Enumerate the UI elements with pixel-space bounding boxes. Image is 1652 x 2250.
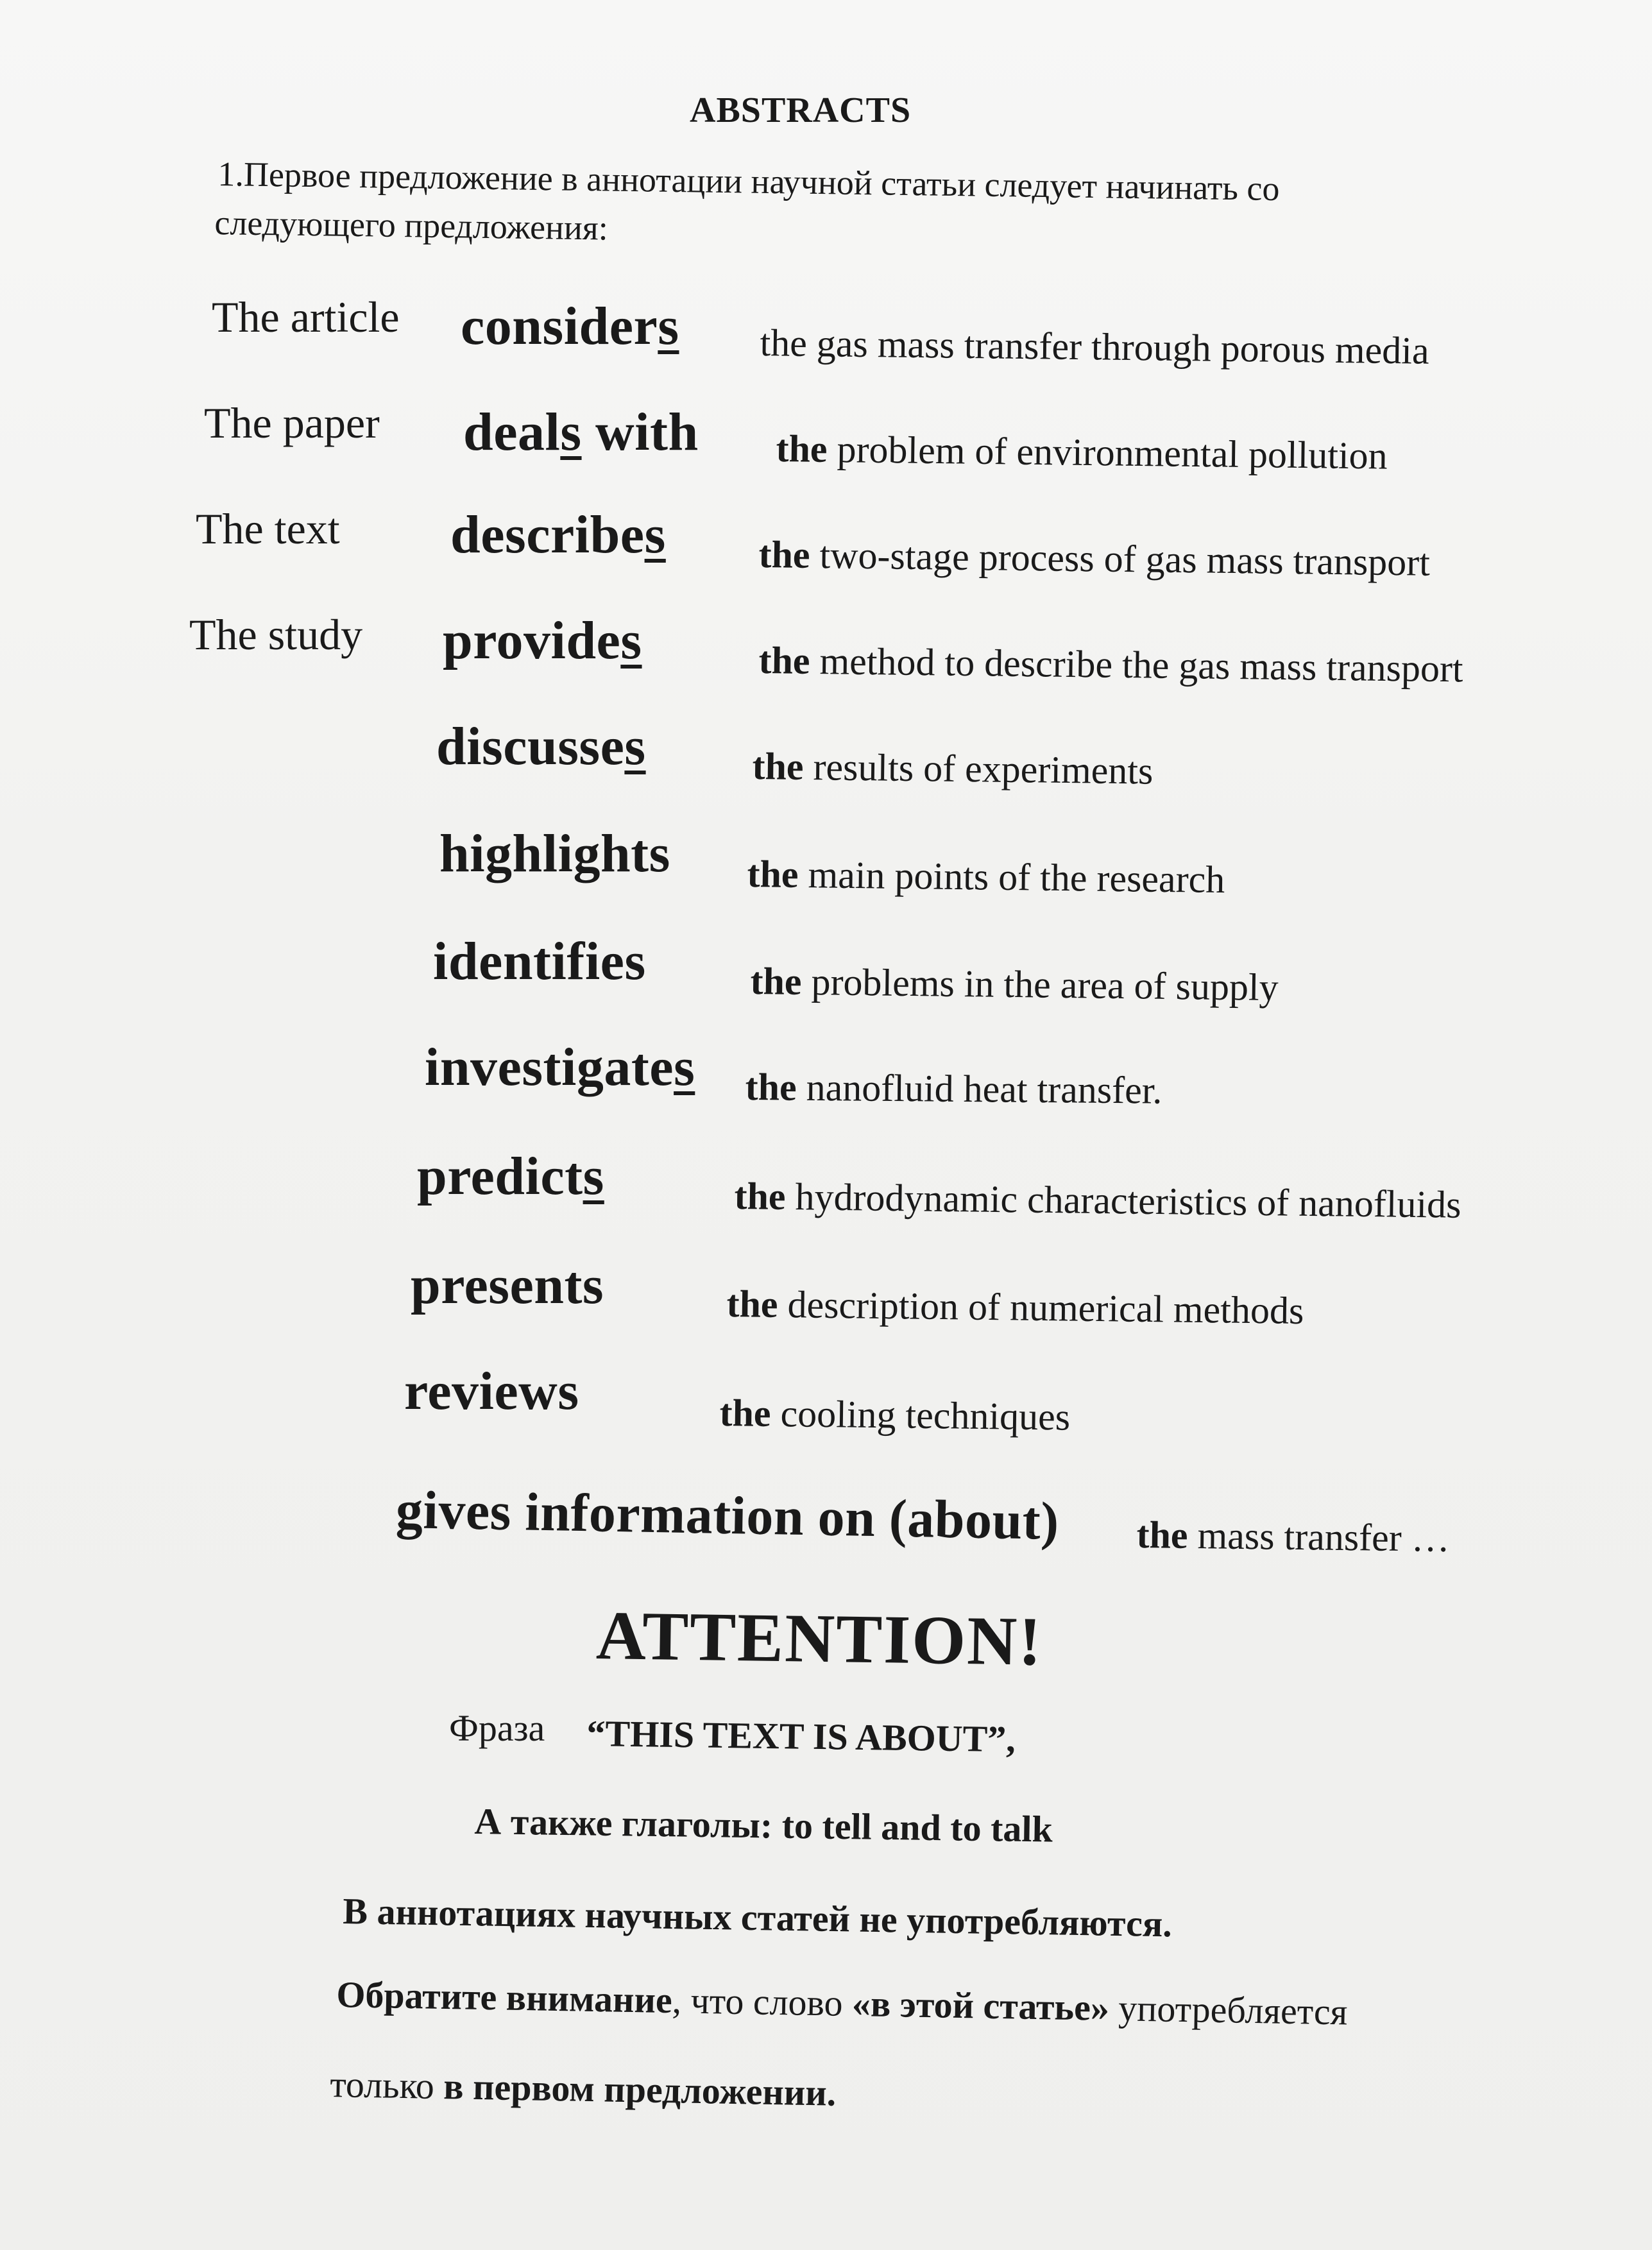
verb-discusses: discusses [436, 717, 646, 776]
note-not-used: В аннотациях научных статей не употребляются. [342, 1889, 1173, 1945]
verb-predicts: predicts [417, 1146, 604, 1206]
intro-line-1: 1.Первое предложение в аннотации научной статьи следует начинать со [217, 154, 1280, 209]
subject-text: The text [196, 504, 340, 553]
object-row-4: the method to describe the gas mass transport [758, 638, 1463, 690]
page-title: ABSTRACTS [690, 90, 912, 130]
object-row-10: the description of numerical methods [726, 1282, 1304, 1332]
attention-heading: ATTENTION! [595, 1597, 1044, 1680]
verb-deals-with: deals with [463, 402, 699, 462]
object-row-1: the gas mass transfer through porous media [760, 321, 1430, 372]
verb-gives-information: gives information on (about) [395, 1479, 1060, 1552]
object-row-2: the problem of environmental pollution [776, 427, 1388, 477]
note-phrase-quote: “THIS TEXT IS ABOUT”, [586, 1712, 1016, 1760]
note-verbs-line: А также глаголы: to tell and to talk [474, 1800, 1053, 1850]
object-row-8: the nanofluid heat transfer. [745, 1066, 1162, 1112]
verb-reviews: reviews [404, 1361, 579, 1421]
subject-article: The article [212, 293, 400, 341]
verb-provides: provides [443, 611, 642, 670]
verb-highlights: highlights [439, 824, 670, 883]
object-row-9: the hydrodynamic characteristics of nanofluids [734, 1174, 1461, 1226]
object-row-11: the cooling techniques [719, 1392, 1071, 1438]
verb-identifies: identifies [433, 932, 646, 991]
verb-describes: describes [450, 505, 666, 565]
verb-investigates: investigates [425, 1037, 695, 1097]
intro-line-2: следующего предложения: [214, 203, 609, 248]
note-phrase-label: Фраза [449, 1707, 545, 1749]
object-row-3: the two-stage process of gas mass transport [758, 533, 1431, 584]
note-first-sentence-line: только в первом предложении. [329, 2063, 837, 2114]
subject-paper: The paper [204, 398, 380, 447]
verb-considers: considers [461, 296, 679, 356]
subject-study: The study [189, 610, 363, 659]
verb-presents: presents [411, 1256, 604, 1315]
note-attention-line: Обратите внимание, что слово «в этой статье» употребляется [336, 1973, 1348, 2033]
object-row-6: the main points of the research [747, 852, 1225, 901]
object-row-5: the results of experiments [752, 744, 1154, 792]
object-row-12: the mass transfer … [1136, 1513, 1451, 1560]
object-row-7: the problems in the area of supply [750, 959, 1279, 1009]
